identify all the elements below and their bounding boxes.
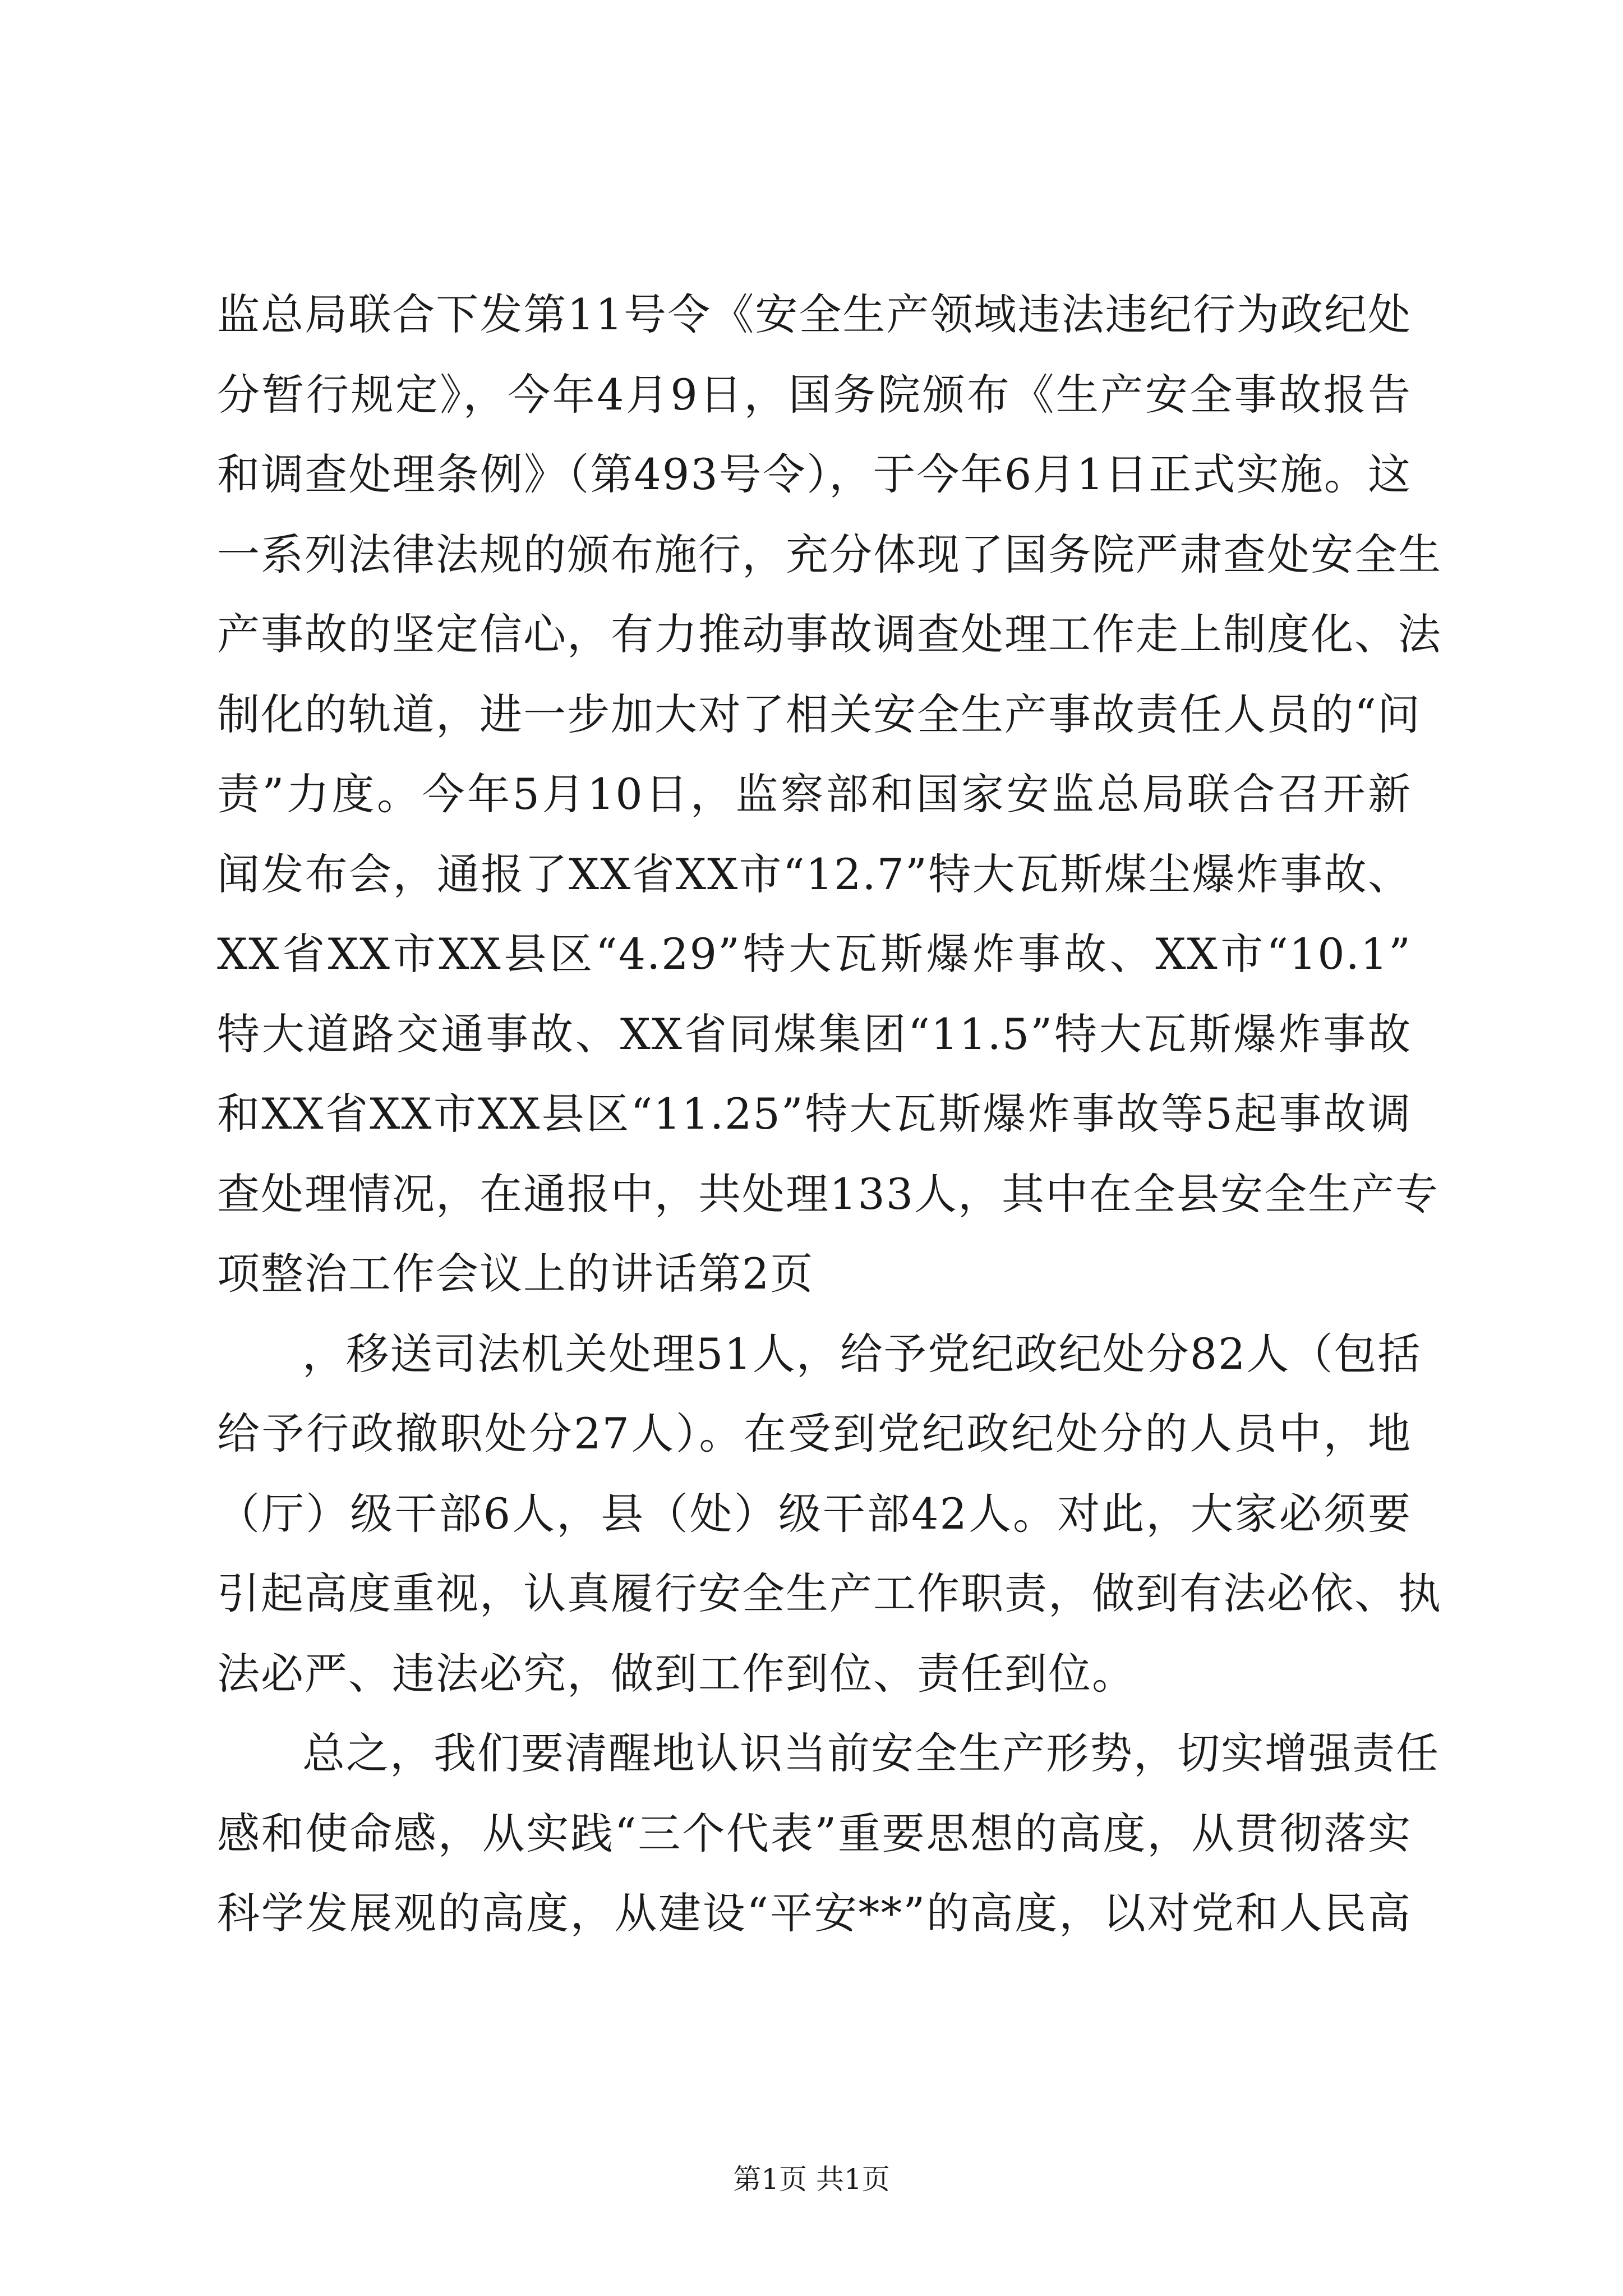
body-line: 查处理情况，在通报中，共处理133人，其中在全县安全生产专 [217, 1168, 1440, 1219]
body-line: （厅）级干部6人，县（处）级干部42人。对此，大家必须要 [217, 1488, 1412, 1539]
body-line: 闻发布会，通报了XX省XX市“12.7”特大瓦斯煤尘爆炸事故、 [217, 849, 1412, 899]
body-line: 和XX省XX市XX县区“11.25”特大瓦斯爆炸事故等5起事故调 [217, 1089, 1412, 1139]
document-body [217, 275, 1442, 1954]
body-line: 监总局联合下发第11号令《安全生产领域违法违纪行为政纪处 [217, 289, 1412, 339]
body-line: 一系列法律法规的颁布施行，充分体现了国务院严肃查处安全生 [217, 529, 1442, 579]
body-line: 责”力度。今年5月10日，监察部和国家安监总局联合召开新 [217, 769, 1412, 819]
body-line: 产事故的坚定信心，有力推动事故调查处理工作走上制度化、法 [217, 609, 1442, 659]
body-line: 感和使命感，从实践“三个代表”重要思想的高度，从贯彻落实 [217, 1808, 1412, 1858]
body-line: 和调查处理条例》（第493号令），于今年6月1日正式实施。这 [217, 449, 1412, 499]
body-line: 特大道路交通事故、XX省同煤集团“11.5”特大瓦斯爆炸事故 [217, 1009, 1412, 1059]
body-line: 总之，我们要清醒地认识当前安全生产形势，切实增强责任 [302, 1728, 1440, 1778]
body-line: 制化的轨道，进一步加大对了相关安全生产事故责任人员的“问 [217, 689, 1421, 739]
body-line: ，移送司法机关处理51人，给予党纪政纪处分82人（包括 [302, 1328, 1422, 1379]
body-line: 法必严、违法必究，做到工作到位、责任到位。 [217, 1648, 1136, 1699]
body-line: XX省XX市XX县区“4.29”特大瓦斯爆炸事故、XX市“10.1” [217, 929, 1412, 979]
body-line: 给予行政撤职处分27人）。在受到党纪政纪处分的人员中，地 [217, 1409, 1412, 1458]
body-line: 分暂行规定》，今年4月9日，国务院颁布《生产安全事故报告 [217, 369, 1412, 420]
body-line: 项整治工作会议上的讲话第2页 [217, 1249, 814, 1299]
page-footer [0, 2157, 1623, 2197]
body-line: 引起高度重视，认真履行安全生产工作职责，做到有法必依、执 [217, 1568, 1442, 1618]
page-number-label: 第1页 共1页 [733, 2163, 890, 2196]
body-line: 科学发展观的高度，从建设“平安**”的高度，以对党和人民高 [217, 1888, 1412, 1938]
